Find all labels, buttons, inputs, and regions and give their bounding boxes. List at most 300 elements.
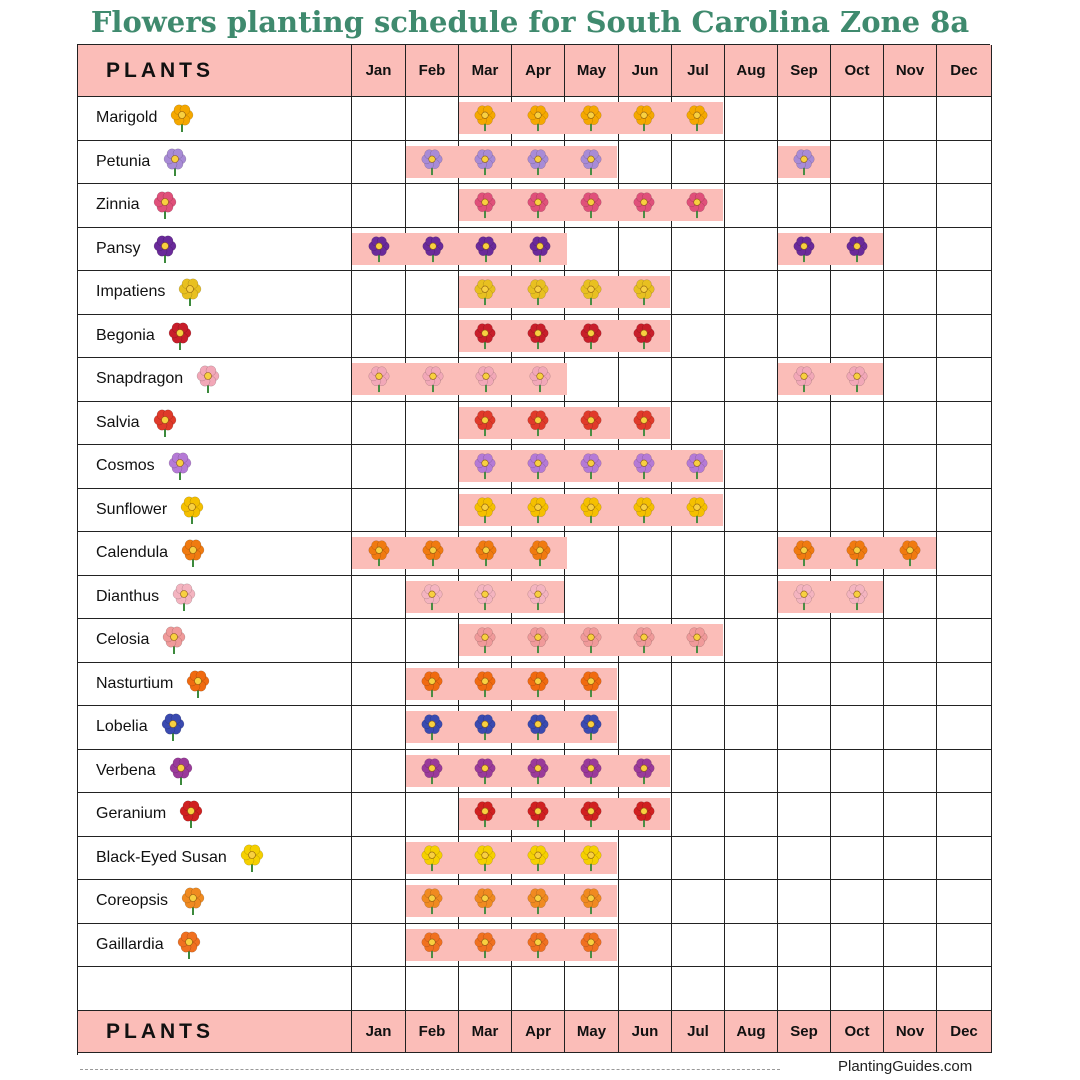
plant-row-label bbox=[78, 315, 352, 359]
plant-row-label bbox=[78, 576, 352, 620]
planting-mark-mar bbox=[471, 322, 499, 350]
schedule-cell-jul bbox=[672, 793, 725, 837]
schedule-cell-dec bbox=[937, 315, 992, 359]
planting-mark-apr bbox=[524, 104, 552, 132]
schedule-cell-nov bbox=[884, 184, 937, 228]
schedule-cell-dec bbox=[937, 793, 992, 837]
planting-mark-jun bbox=[630, 322, 658, 350]
plant-row-label bbox=[78, 358, 352, 402]
schedule-cell-jul bbox=[672, 358, 725, 402]
schedule-cell-dec bbox=[937, 141, 992, 185]
planting-mark-mar bbox=[471, 670, 499, 698]
planting-mark-mar bbox=[472, 365, 500, 393]
plant-row-label bbox=[78, 228, 352, 272]
schedule-cell-aug bbox=[725, 880, 778, 924]
planting-mark-jun bbox=[630, 757, 658, 785]
planting-mark-apr bbox=[524, 887, 552, 915]
black-eyed-susan-icon bbox=[237, 843, 267, 873]
planting-mark-may bbox=[577, 713, 605, 741]
schedule-cell-jun bbox=[619, 141, 672, 185]
schedule-cell-nov bbox=[884, 576, 937, 620]
planting-mark-jan bbox=[365, 235, 393, 263]
schedule-cell-nov bbox=[884, 445, 937, 489]
planting-mark-mar bbox=[471, 757, 499, 785]
planting-period-bar bbox=[406, 146, 617, 178]
geranium-icon bbox=[176, 799, 206, 829]
schedule-cell-nov bbox=[884, 750, 937, 794]
plant-row-label bbox=[78, 532, 352, 576]
sunflower-icon bbox=[177, 495, 207, 525]
schedule-cell-mar bbox=[459, 619, 512, 663]
schedule-cell-jan bbox=[352, 402, 406, 446]
footer-month-header-nov: Nov bbox=[884, 1011, 937, 1053]
plant-name: Marigold bbox=[96, 109, 158, 127]
planting-mark-may bbox=[577, 496, 605, 524]
schedule-cell-sep bbox=[778, 924, 831, 968]
schedule-cell-feb bbox=[406, 184, 459, 228]
plant-name: Black-Eyed Susan bbox=[96, 848, 227, 866]
nasturtium-icon bbox=[183, 669, 213, 699]
nasturtium-icon bbox=[183, 669, 213, 699]
month-header-oct: Oct bbox=[831, 45, 884, 97]
planting-period-bar bbox=[459, 494, 723, 526]
footer-month-header-may: May bbox=[565, 1011, 619, 1053]
planting-mark-jul bbox=[683, 104, 711, 132]
schedule-cell-nov bbox=[884, 489, 937, 533]
empty-row-cell bbox=[459, 967, 512, 1011]
plant-name: Gaillardia bbox=[96, 935, 164, 953]
schedule-cell-feb bbox=[406, 663, 459, 707]
planting-period-bar bbox=[406, 929, 617, 961]
plant-name: Impatiens bbox=[96, 283, 166, 301]
planting-period-bar bbox=[406, 668, 617, 700]
planting-mark-apr bbox=[524, 496, 552, 524]
schedule-cell-dec bbox=[937, 532, 992, 576]
planting-mark-sep bbox=[790, 365, 818, 393]
schedule-cell-jan bbox=[352, 706, 406, 750]
empty-row-cell bbox=[512, 967, 565, 1011]
plant-name: Geranium bbox=[96, 805, 167, 823]
schedule-cell-mar bbox=[459, 793, 512, 837]
schedule-cell-jan bbox=[352, 445, 406, 489]
plant-row-label bbox=[78, 141, 352, 185]
planting-mark-may bbox=[577, 887, 605, 915]
petunia-icon bbox=[160, 147, 190, 177]
planting-period-bar bbox=[459, 102, 723, 134]
planting-mark-jul bbox=[683, 452, 711, 480]
planting-period-bar bbox=[459, 189, 723, 221]
marigold-icon bbox=[167, 103, 197, 133]
planting-mark-apr bbox=[524, 278, 552, 306]
begonia-icon bbox=[165, 321, 195, 351]
schedule-cell-feb bbox=[406, 924, 459, 968]
planting-period-bar bbox=[778, 363, 883, 395]
schedule-cell-sep bbox=[778, 837, 831, 881]
verbena-icon bbox=[166, 756, 196, 786]
snapdragon-icon bbox=[193, 364, 223, 394]
planting-mark-sep bbox=[790, 539, 818, 567]
planting-mark-apr bbox=[524, 670, 552, 698]
schedule-cell-sep bbox=[778, 358, 831, 402]
empty-row-cell bbox=[672, 967, 725, 1011]
plant-row-label bbox=[78, 402, 352, 446]
planting-mark-jun bbox=[630, 104, 658, 132]
schedule-cell-jan bbox=[352, 663, 406, 707]
schedule-cell-aug bbox=[725, 184, 778, 228]
footer-month-header-aug: Aug bbox=[725, 1011, 778, 1053]
schedule-cell-jul bbox=[672, 228, 725, 272]
planting-mark-jun bbox=[630, 409, 658, 437]
schedule-cell-sep bbox=[778, 97, 831, 141]
planting-mark-may bbox=[577, 409, 605, 437]
planting-mark-apr bbox=[526, 235, 554, 263]
schedule-cell-jun bbox=[619, 924, 672, 968]
schedule-cell-dec bbox=[937, 445, 992, 489]
schedule-cell-dec bbox=[937, 402, 992, 446]
planting-mark-mar bbox=[472, 539, 500, 567]
schedule-cell-jul bbox=[672, 924, 725, 968]
schedule-cell-dec bbox=[937, 228, 992, 272]
pansy-icon bbox=[150, 234, 180, 264]
schedule-cell-dec bbox=[937, 837, 992, 881]
schedule-cell-oct bbox=[831, 793, 884, 837]
schedule-cell-jan bbox=[352, 576, 406, 620]
empty-row-cell bbox=[937, 967, 992, 1011]
footer-month-header-jul: Jul bbox=[672, 1011, 725, 1053]
schedule-cell-jan bbox=[352, 97, 406, 141]
schedule-cell-jul bbox=[672, 750, 725, 794]
empty-row-cell bbox=[619, 967, 672, 1011]
calendula-icon bbox=[178, 538, 208, 568]
schedule-cell-sep bbox=[778, 793, 831, 837]
schedule-cell-nov bbox=[884, 663, 937, 707]
schedule-cell-nov bbox=[884, 97, 937, 141]
schedule-cell-sep bbox=[778, 315, 831, 359]
schedule-cell-feb bbox=[406, 880, 459, 924]
month-header-mar: Mar bbox=[459, 45, 512, 97]
schedule-cell-dec bbox=[937, 97, 992, 141]
planting-mark-oct bbox=[843, 365, 871, 393]
schedule-cell-nov bbox=[884, 706, 937, 750]
planting-period-bar bbox=[352, 537, 567, 569]
schedule-cell-aug bbox=[725, 837, 778, 881]
planting-mark-feb bbox=[418, 844, 446, 872]
schedule-cell-may bbox=[565, 532, 619, 576]
schedule-cell-feb bbox=[406, 489, 459, 533]
schedule-cell-aug bbox=[725, 97, 778, 141]
zinnia-icon bbox=[150, 190, 180, 220]
schedule-cell-jan bbox=[352, 358, 406, 402]
planting-period-bar bbox=[459, 624, 723, 656]
salvia-icon bbox=[150, 408, 180, 438]
schedule-cell-dec bbox=[937, 663, 992, 707]
month-header-may: May bbox=[565, 45, 619, 97]
schedule-cell-sep bbox=[778, 141, 831, 185]
schedule-cell-feb bbox=[406, 619, 459, 663]
footer-month-header-jan: Jan bbox=[352, 1011, 406, 1053]
schedule-cell-sep bbox=[778, 271, 831, 315]
schedule-cell-oct bbox=[831, 271, 884, 315]
plant-name: Begonia bbox=[96, 326, 155, 344]
schedule-cell-feb bbox=[406, 706, 459, 750]
schedule-cell-jun bbox=[619, 706, 672, 750]
schedule-cell-nov bbox=[884, 315, 937, 359]
empty-row-cell bbox=[406, 967, 459, 1011]
schedule-cell-aug bbox=[725, 271, 778, 315]
schedule-cell-jan bbox=[352, 619, 406, 663]
schedule-cell-jan bbox=[352, 489, 406, 533]
plant-row-label bbox=[78, 793, 352, 837]
schedule-cell-sep bbox=[778, 532, 831, 576]
planting-mark-apr bbox=[524, 713, 552, 741]
schedule-cell-sep bbox=[778, 184, 831, 228]
month-header-aug: Aug bbox=[725, 45, 778, 97]
schedule-cell-may bbox=[565, 228, 619, 272]
planting-period-bar bbox=[406, 885, 617, 917]
planting-mark-mar bbox=[471, 496, 499, 524]
celosia-icon bbox=[159, 625, 189, 655]
impatiens-icon bbox=[175, 277, 205, 307]
schedule-cell-feb bbox=[406, 750, 459, 794]
schedule-cell-jan bbox=[352, 793, 406, 837]
schedule-cell-jan bbox=[352, 532, 406, 576]
schedule-cell-jul bbox=[672, 402, 725, 446]
schedule-cell-feb bbox=[406, 315, 459, 359]
schedule-cell-feb bbox=[406, 576, 459, 620]
planting-mark-mar bbox=[471, 104, 499, 132]
schedule-cell-sep bbox=[778, 445, 831, 489]
planting-mark-apr bbox=[524, 931, 552, 959]
schedule-cell-sep bbox=[778, 489, 831, 533]
planting-schedule-table bbox=[77, 44, 990, 1055]
planting-mark-feb bbox=[418, 583, 446, 611]
planting-period-bar bbox=[352, 233, 567, 265]
planting-period-bar bbox=[406, 842, 617, 874]
planting-mark-apr bbox=[524, 583, 552, 611]
month-header-dec: Dec bbox=[937, 45, 992, 97]
schedule-cell-oct bbox=[831, 489, 884, 533]
planting-mark-feb bbox=[418, 887, 446, 915]
planting-mark-feb bbox=[418, 148, 446, 176]
schedule-cell-jun bbox=[619, 532, 672, 576]
schedule-cell-nov bbox=[884, 880, 937, 924]
schedule-cell-jan bbox=[352, 184, 406, 228]
plant-name: Coreopsis bbox=[96, 892, 169, 910]
schedule-cell-nov bbox=[884, 271, 937, 315]
planting-mark-may bbox=[577, 148, 605, 176]
plant-row-label bbox=[78, 924, 352, 968]
marigold-icon bbox=[167, 103, 197, 133]
empty-row-cell bbox=[778, 967, 831, 1011]
schedule-cell-nov bbox=[884, 619, 937, 663]
footer-month-header-mar: Mar bbox=[459, 1011, 512, 1053]
plant-name: Verbena bbox=[96, 761, 156, 779]
plant-row-label bbox=[78, 880, 352, 924]
lobelia-icon bbox=[158, 712, 188, 742]
planting-mark-jul bbox=[683, 626, 711, 654]
planting-mark-sep bbox=[790, 235, 818, 263]
planting-mark-jan bbox=[365, 365, 393, 393]
planting-mark-apr bbox=[526, 539, 554, 567]
schedule-cell-nov bbox=[884, 924, 937, 968]
planting-mark-mar bbox=[472, 235, 500, 263]
schedule-cell-jan bbox=[352, 271, 406, 315]
schedule-cell-aug bbox=[725, 445, 778, 489]
schedule-cell-jun bbox=[619, 358, 672, 402]
black-eyed-susan-icon bbox=[237, 843, 267, 873]
schedule-cell-jan bbox=[352, 880, 406, 924]
schedule-cell-mar bbox=[459, 445, 512, 489]
planting-mark-feb bbox=[419, 539, 447, 567]
footer-credit: PlantingGuides.com bbox=[838, 1058, 973, 1075]
planting-mark-apr bbox=[524, 844, 552, 872]
planting-mark-may bbox=[577, 191, 605, 219]
schedule-cell-feb bbox=[406, 793, 459, 837]
plant-name: Zinnia bbox=[96, 196, 140, 214]
planting-period-bar bbox=[778, 146, 830, 178]
footer-month-header-dec: Dec bbox=[937, 1011, 992, 1053]
coreopsis-icon bbox=[178, 886, 208, 916]
begonia-icon bbox=[165, 321, 195, 351]
planting-mark-may bbox=[577, 278, 605, 306]
schedule-cell-jul bbox=[672, 271, 725, 315]
planting-mark-oct bbox=[843, 583, 871, 611]
planting-period-bar bbox=[778, 581, 883, 613]
planting-mark-apr bbox=[524, 626, 552, 654]
salvia-icon bbox=[150, 408, 180, 438]
planting-mark-apr bbox=[524, 191, 552, 219]
planting-mark-mar bbox=[471, 626, 499, 654]
planting-mark-mar bbox=[471, 931, 499, 959]
verbena-icon bbox=[166, 756, 196, 786]
schedule-cell-nov bbox=[884, 141, 937, 185]
plant-name: Dianthus bbox=[96, 587, 160, 605]
planting-mark-mar bbox=[471, 583, 499, 611]
schedule-cell-sep bbox=[778, 750, 831, 794]
plant-name: Lobelia bbox=[96, 718, 148, 736]
planting-period-bar bbox=[778, 233, 883, 265]
month-header-jun: Jun bbox=[619, 45, 672, 97]
schedule-cell-oct bbox=[831, 880, 884, 924]
planting-mark-oct bbox=[843, 539, 871, 567]
planting-period-bar bbox=[778, 537, 936, 569]
schedule-cell-jun bbox=[619, 880, 672, 924]
planting-mark-feb bbox=[418, 670, 446, 698]
schedule-cell-oct bbox=[831, 924, 884, 968]
plant-row-label bbox=[78, 837, 352, 881]
plant-name: Petunia bbox=[96, 152, 151, 170]
schedule-cell-aug bbox=[725, 141, 778, 185]
planting-mark-apr bbox=[524, 757, 552, 785]
planting-mark-jun bbox=[630, 800, 658, 828]
plant-name: Celosia bbox=[96, 631, 150, 649]
planting-period-bar bbox=[459, 276, 670, 308]
schedule-cell-oct bbox=[831, 315, 884, 359]
schedule-cell-feb bbox=[406, 271, 459, 315]
schedule-cell-oct bbox=[831, 97, 884, 141]
planting-mark-apr bbox=[524, 322, 552, 350]
plant-name: Cosmos bbox=[96, 457, 155, 475]
schedule-cell-nov bbox=[884, 228, 937, 272]
planting-mark-feb bbox=[418, 757, 446, 785]
planting-period-bar bbox=[406, 711, 617, 743]
dianthus-icon bbox=[169, 582, 199, 612]
schedule-cell-aug bbox=[725, 228, 778, 272]
schedule-cell-aug bbox=[725, 750, 778, 794]
empty-row-cell bbox=[831, 967, 884, 1011]
planting-mark-feb bbox=[419, 235, 447, 263]
schedule-cell-may bbox=[565, 576, 619, 620]
schedule-cell-sep bbox=[778, 663, 831, 707]
schedule-cell-sep bbox=[778, 706, 831, 750]
schedule-cell-jul bbox=[672, 837, 725, 881]
schedule-cell-aug bbox=[725, 663, 778, 707]
schedule-cell-aug bbox=[725, 358, 778, 402]
footer-month-header-jun: Jun bbox=[619, 1011, 672, 1053]
schedule-cell-dec bbox=[937, 706, 992, 750]
schedule-cell-jun bbox=[619, 228, 672, 272]
lobelia-icon bbox=[158, 712, 188, 742]
schedule-cell-oct bbox=[831, 141, 884, 185]
footer-month-header-sep: Sep bbox=[778, 1011, 831, 1053]
month-header-feb: Feb bbox=[406, 45, 459, 97]
plant-row-label bbox=[78, 445, 352, 489]
planting-mark-may bbox=[577, 626, 605, 654]
schedule-cell-mar bbox=[459, 97, 512, 141]
schedule-cell-jan bbox=[352, 837, 406, 881]
schedule-cell-mar bbox=[459, 315, 512, 359]
schedule-cell-dec bbox=[937, 184, 992, 228]
planting-mark-sep bbox=[790, 583, 818, 611]
plant-row-label bbox=[78, 619, 352, 663]
schedule-cell-oct bbox=[831, 750, 884, 794]
planting-mark-jul bbox=[683, 496, 711, 524]
planting-mark-mar bbox=[471, 278, 499, 306]
planting-mark-jun bbox=[630, 452, 658, 480]
schedule-cell-feb bbox=[406, 141, 459, 185]
planting-mark-may bbox=[577, 104, 605, 132]
schedule-cell-sep bbox=[778, 576, 831, 620]
schedule-cell-jan bbox=[352, 924, 406, 968]
snapdragon-icon bbox=[193, 364, 223, 394]
plant-row-label bbox=[78, 489, 352, 533]
planting-mark-apr bbox=[524, 452, 552, 480]
schedule-cell-oct bbox=[831, 619, 884, 663]
planting-mark-jul bbox=[683, 191, 711, 219]
zinnia-icon bbox=[150, 190, 180, 220]
planting-period-bar bbox=[406, 755, 670, 787]
planting-mark-may bbox=[577, 800, 605, 828]
schedule-cell-jul bbox=[672, 880, 725, 924]
plant-name: Salvia bbox=[96, 413, 140, 431]
planting-mark-apr bbox=[524, 800, 552, 828]
empty-row-cell bbox=[725, 967, 778, 1011]
plant-name: Calendula bbox=[96, 544, 169, 562]
schedule-cell-aug bbox=[725, 619, 778, 663]
schedule-cell-jan bbox=[352, 228, 406, 272]
schedule-cell-may bbox=[565, 358, 619, 402]
planting-mark-mar bbox=[471, 191, 499, 219]
planting-mark-apr bbox=[524, 148, 552, 176]
planting-mark-may bbox=[577, 670, 605, 698]
gaillardia-icon bbox=[174, 930, 204, 960]
planting-mark-nov bbox=[896, 539, 924, 567]
schedule-cell-nov bbox=[884, 793, 937, 837]
calendula-icon bbox=[178, 538, 208, 568]
schedule-cell-jan bbox=[352, 141, 406, 185]
planting-period-bar bbox=[459, 450, 723, 482]
planting-mark-jan bbox=[365, 539, 393, 567]
